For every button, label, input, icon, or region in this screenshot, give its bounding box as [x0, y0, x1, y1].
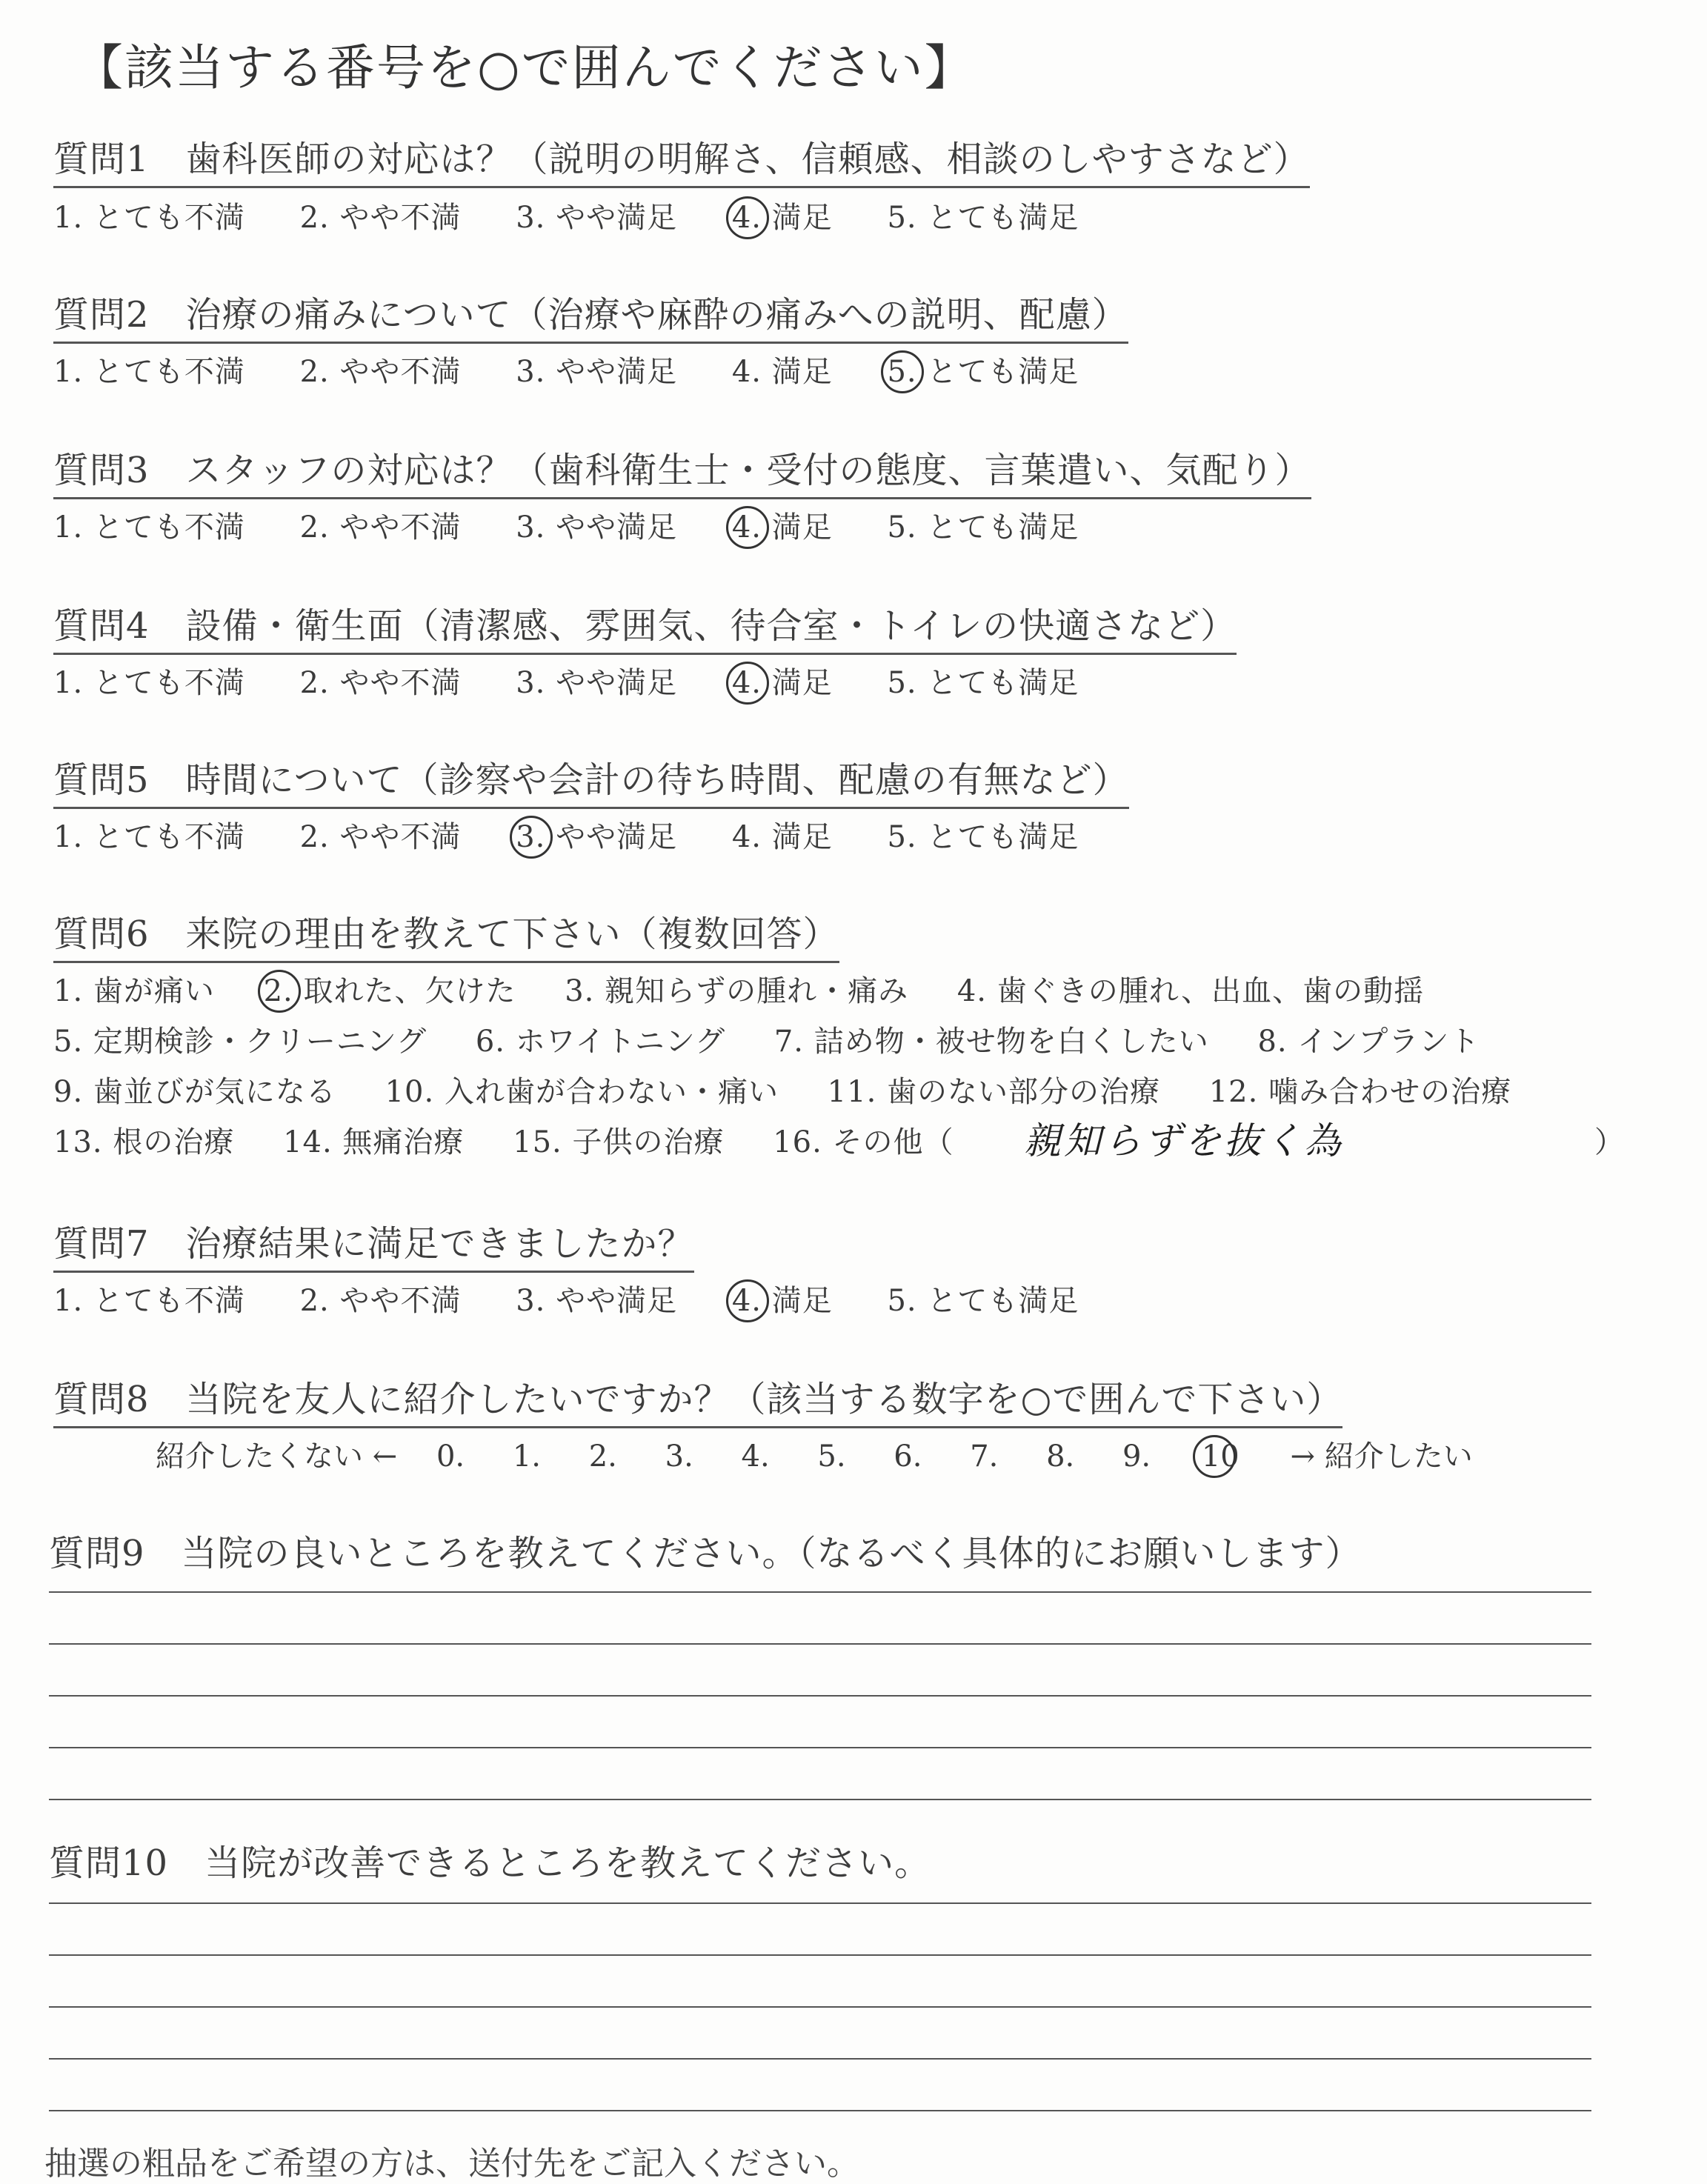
q10-title: 質問10 当院が改善できるところを教えてください。	[49, 1842, 931, 1884]
page-header: 【該当する番号を○で囲んでください】	[74, 39, 975, 96]
q2-title: 質問2 治療の痛みについて（治療や麻酔の痛みへの説明、配慮）	[53, 286, 1128, 344]
q5-options	[53, 813, 1123, 856]
q8-value-10-circled[interactable]: 10	[1199, 1439, 1242, 1474]
q4-option-4-number-circled[interactable]: 4.	[731, 666, 762, 700]
q8-value-3[interactable]: 3.	[665, 1439, 693, 1474]
q1-option-5[interactable]: とても満足	[927, 201, 1079, 235]
q8-value-6[interactable]: 6.	[894, 1439, 922, 1474]
q7-option-4[interactable]: 満足	[771, 1284, 833, 1318]
q4-option-2[interactable]: やや不満	[339, 666, 462, 700]
q8-title: 質問8 当院を友人に紹介したいですか？（該当する数字を○で囲んで下さい）	[53, 1371, 1342, 1428]
q7-options	[53, 1277, 1123, 1319]
q5-option-2-number[interactable]: 2.	[299, 820, 330, 854]
q8-value-7[interactable]: 7.	[970, 1439, 999, 1474]
q6-option-12[interactable]: 噛み合わせの治療	[1268, 1075, 1512, 1109]
q3-option-1-number[interactable]: 1.	[53, 510, 84, 545]
q4-options	[53, 659, 1123, 702]
q10-answer-line-1[interactable]	[49, 1902, 1591, 1904]
q6-option-10-number[interactable]: 10.	[385, 1075, 435, 1109]
q4-option-2-number[interactable]: 2.	[299, 666, 330, 700]
q10-answer-line-2[interactable]	[49, 1954, 1591, 1956]
q9-answer-line-5[interactable]	[49, 1799, 1591, 1800]
q5-option-1-number[interactable]: 1.	[53, 820, 84, 854]
q6-option-5-number[interactable]: 5.	[53, 1025, 84, 1059]
q6-option-9[interactable]: 歯並びが気になる	[93, 1075, 336, 1109]
q6-option-14-number[interactable]: 14.	[283, 1125, 333, 1159]
q6-option-4-number[interactable]: 4.	[956, 974, 987, 1008]
q5-option-4-number[interactable]: 4.	[731, 820, 762, 854]
q2-option-3[interactable]: やや満足	[556, 355, 678, 389]
q6-option-14[interactable]: 無痛治療	[342, 1125, 465, 1159]
q6-option-2-number-circled[interactable]: 2.	[263, 974, 293, 1008]
q3-option-4-number-circled[interactable]: 4.	[731, 510, 762, 545]
q3-option-2[interactable]: やや不満	[339, 510, 462, 545]
q5-option-4[interactable]: 満足	[771, 820, 833, 854]
q7-option-1-number[interactable]: 1.	[53, 1284, 84, 1318]
q1-title: 質問1 歯科医師の対応は？（説明の明解さ、信頼感、相談のしやすさなど）	[53, 130, 1310, 188]
q3-title: 質問3 スタッフの対応は？（歯科衛生士・受付の態度、言葉遣い、気配り）	[53, 442, 1311, 499]
prize-note: 抽選の粗品をご希望の方は、送付先をご記入ください。	[44, 2145, 859, 2183]
q4-option-4[interactable]: 満足	[771, 666, 833, 700]
q8-value-9[interactable]: 9.	[1122, 1439, 1151, 1474]
q6-options-row-2	[53, 1018, 1518, 1060]
q6-option-1[interactable]: 歯が痛い	[93, 974, 215, 1008]
q1-option-5-number[interactable]: 5.	[887, 201, 917, 235]
q6-option-9-number[interactable]: 9.	[53, 1075, 84, 1109]
q4-option-5-number[interactable]: 5.	[887, 666, 917, 700]
q6-option-12-number[interactable]: 12.	[1208, 1075, 1259, 1109]
q7-option-5[interactable]: とても満足	[927, 1284, 1079, 1318]
q6-other-close-paren: ）	[1594, 1125, 1625, 1159]
q8-value-5[interactable]: 5.	[817, 1439, 846, 1474]
q10-answer-line-4[interactable]	[49, 2058, 1591, 2060]
q6-option-15-number[interactable]: 15.	[513, 1125, 562, 1159]
q4-option-3[interactable]: やや満足	[556, 666, 678, 700]
q7-option-3-number[interactable]: 3.	[516, 1284, 546, 1318]
q5-option-3-number-circled[interactable]: 3.	[516, 820, 546, 854]
q6-option-3[interactable]: 親知らずの腫れ・痛み	[605, 974, 909, 1008]
q4-option-5[interactable]: とても満足	[927, 666, 1079, 700]
q6-option-11-number[interactable]: 11.	[827, 1075, 877, 1109]
q3-option-4[interactable]: 満足	[771, 510, 833, 545]
q2-option-5[interactable]: とても満足	[927, 355, 1079, 389]
q6-option-7[interactable]: 詰め物・被せ物を白くしたい	[813, 1025, 1209, 1059]
q6-other-handwritten-answer[interactable]: 親知らずを抜く為	[1024, 1119, 1344, 1162]
q1-option-4[interactable]: 満足	[771, 201, 833, 235]
q3-option-3-number[interactable]: 3.	[516, 510, 546, 545]
q6-option-1-number[interactable]: 1.	[53, 974, 84, 1008]
q2-option-1[interactable]: とても不満	[93, 355, 245, 389]
q6-option-10[interactable]: 入れ歯が合わない・痛い	[444, 1075, 779, 1109]
q4-option-1-number[interactable]: 1.	[53, 666, 84, 700]
q1-options	[53, 194, 1123, 236]
q6-option-13-number[interactable]: 13.	[53, 1125, 103, 1159]
q10-answer-line-5[interactable]	[49, 2110, 1591, 2111]
q2-option-5-number-circled[interactable]: 5.	[887, 355, 917, 389]
q6-options-row-3	[53, 1068, 1511, 1111]
q6-option-2[interactable]: 取れた、欠けた	[303, 974, 516, 1008]
q3-option-2-number[interactable]: 2.	[299, 510, 330, 545]
q8-value-1[interactable]: 1.	[512, 1439, 542, 1474]
q5-title: 質問5 時間について（診察や会計の待ち時間、配慮の有無など）	[53, 751, 1129, 809]
q3-option-3[interactable]: やや満足	[556, 510, 678, 545]
q8-value-8[interactable]: 8.	[1046, 1439, 1075, 1474]
q2-option-2[interactable]: やや不満	[339, 355, 462, 389]
q3-option-5-number[interactable]: 5.	[887, 510, 917, 545]
q1-option-4-number-circled[interactable]: 4.	[731, 201, 762, 235]
q6-option-15[interactable]: 子供の治療	[572, 1125, 725, 1159]
q7-title: 質問7 治療結果に満足できましたか？	[53, 1215, 694, 1273]
q1-option-2-number[interactable]: 2.	[299, 201, 330, 235]
q5-option-2[interactable]: やや不満	[339, 820, 462, 854]
q6-option-11[interactable]: 歯のない部分の治療	[887, 1075, 1161, 1109]
q1-option-1[interactable]: とても不満	[93, 201, 245, 235]
q7-option-3[interactable]: やや満足	[556, 1284, 678, 1318]
q9-answer-line-4[interactable]	[49, 1747, 1591, 1748]
q5-option-5[interactable]: とても満足	[927, 820, 1079, 854]
q6-option-13[interactable]: 根の治療	[113, 1125, 235, 1159]
q6-option-16-number[interactable]: 16.	[773, 1125, 822, 1159]
q2-option-3-number[interactable]: 3.	[516, 355, 546, 389]
q6-option-8[interactable]: インプラント	[1297, 1025, 1480, 1059]
q6-option-8-number[interactable]: 8.	[1257, 1025, 1288, 1059]
q7-option-4-number-circled[interactable]: 4.	[731, 1284, 762, 1318]
q5-option-1[interactable]: とても不満	[93, 820, 245, 854]
q6-option-5[interactable]: 定期検診・クリーニング	[93, 1025, 427, 1059]
q3-option-1[interactable]: とても不満	[93, 510, 245, 545]
q6-option-6[interactable]: ホワイトニング	[515, 1025, 726, 1059]
q9-answer-line-3[interactable]	[49, 1695, 1591, 1697]
q3-option-5[interactable]: とても満足	[927, 510, 1079, 545]
q7-option-2[interactable]: やや不満	[339, 1284, 462, 1318]
q1-option-3[interactable]: やや満足	[556, 201, 678, 235]
q9-answer-line-1[interactable]	[49, 1591, 1591, 1593]
q3-options	[53, 504, 1123, 546]
q2-options	[53, 348, 1123, 390]
q8-value-4[interactable]: 4.	[741, 1439, 770, 1474]
q8-right-label: → 紹介したい	[1290, 1439, 1473, 1474]
q2-option-2-number[interactable]: 2.	[299, 355, 330, 389]
q8-value-0[interactable]: 0.	[436, 1439, 465, 1474]
q1-option-1-number[interactable]: 1.	[53, 201, 84, 235]
q4-option-3-number[interactable]: 3.	[516, 666, 546, 700]
q6-option-6-number[interactable]: 6.	[475, 1025, 505, 1059]
q7-option-2-number[interactable]: 2.	[299, 1284, 330, 1318]
q9-answer-line-2[interactable]	[49, 1643, 1591, 1645]
q2-option-4-number[interactable]: 4.	[731, 355, 762, 389]
q8-left-label: 紹介したくない ←	[156, 1439, 398, 1474]
q8-value-2[interactable]: 2.	[588, 1439, 617, 1474]
q6-option-3-number[interactable]: 3.	[565, 974, 595, 1008]
q10-answer-line-3[interactable]	[49, 2006, 1591, 2008]
q7-option-1[interactable]: とても不満	[93, 1284, 245, 1318]
q6-options-row-1	[53, 968, 1463, 1010]
q6-options-row-4	[53, 1119, 993, 1161]
q7-option-5-number[interactable]: 5.	[887, 1284, 917, 1318]
q1-option-2[interactable]: やや不満	[339, 201, 462, 235]
q4-title: 質問4 設備・衛生面（清潔感、雰囲気、待合室・トイレの快適さなど）	[53, 597, 1237, 655]
q2-option-1-number[interactable]: 1.	[53, 355, 84, 389]
q5-option-3[interactable]: やや満足	[556, 820, 678, 854]
q8-scale	[156, 1433, 1473, 1475]
q2-option-4[interactable]: 満足	[771, 355, 833, 389]
q4-option-1[interactable]: とても不満	[93, 666, 245, 700]
q6-title: 質問6 来院の理由を教えて下さい（複数回答）	[53, 905, 839, 963]
q6-option-7-number[interactable]: 7.	[773, 1025, 804, 1059]
q1-option-3-number[interactable]: 3.	[516, 201, 546, 235]
q9-title: 質問9 当院の良いところを教えてください。（なるべく具体的にお願いします）	[49, 1533, 1362, 1574]
q5-option-5-number[interactable]: 5.	[887, 820, 917, 854]
q6-option-4[interactable]: 歯ぐきの腫れ、出血、歯の動揺	[996, 974, 1425, 1008]
q6-option-16[interactable]: その他（	[832, 1125, 954, 1159]
